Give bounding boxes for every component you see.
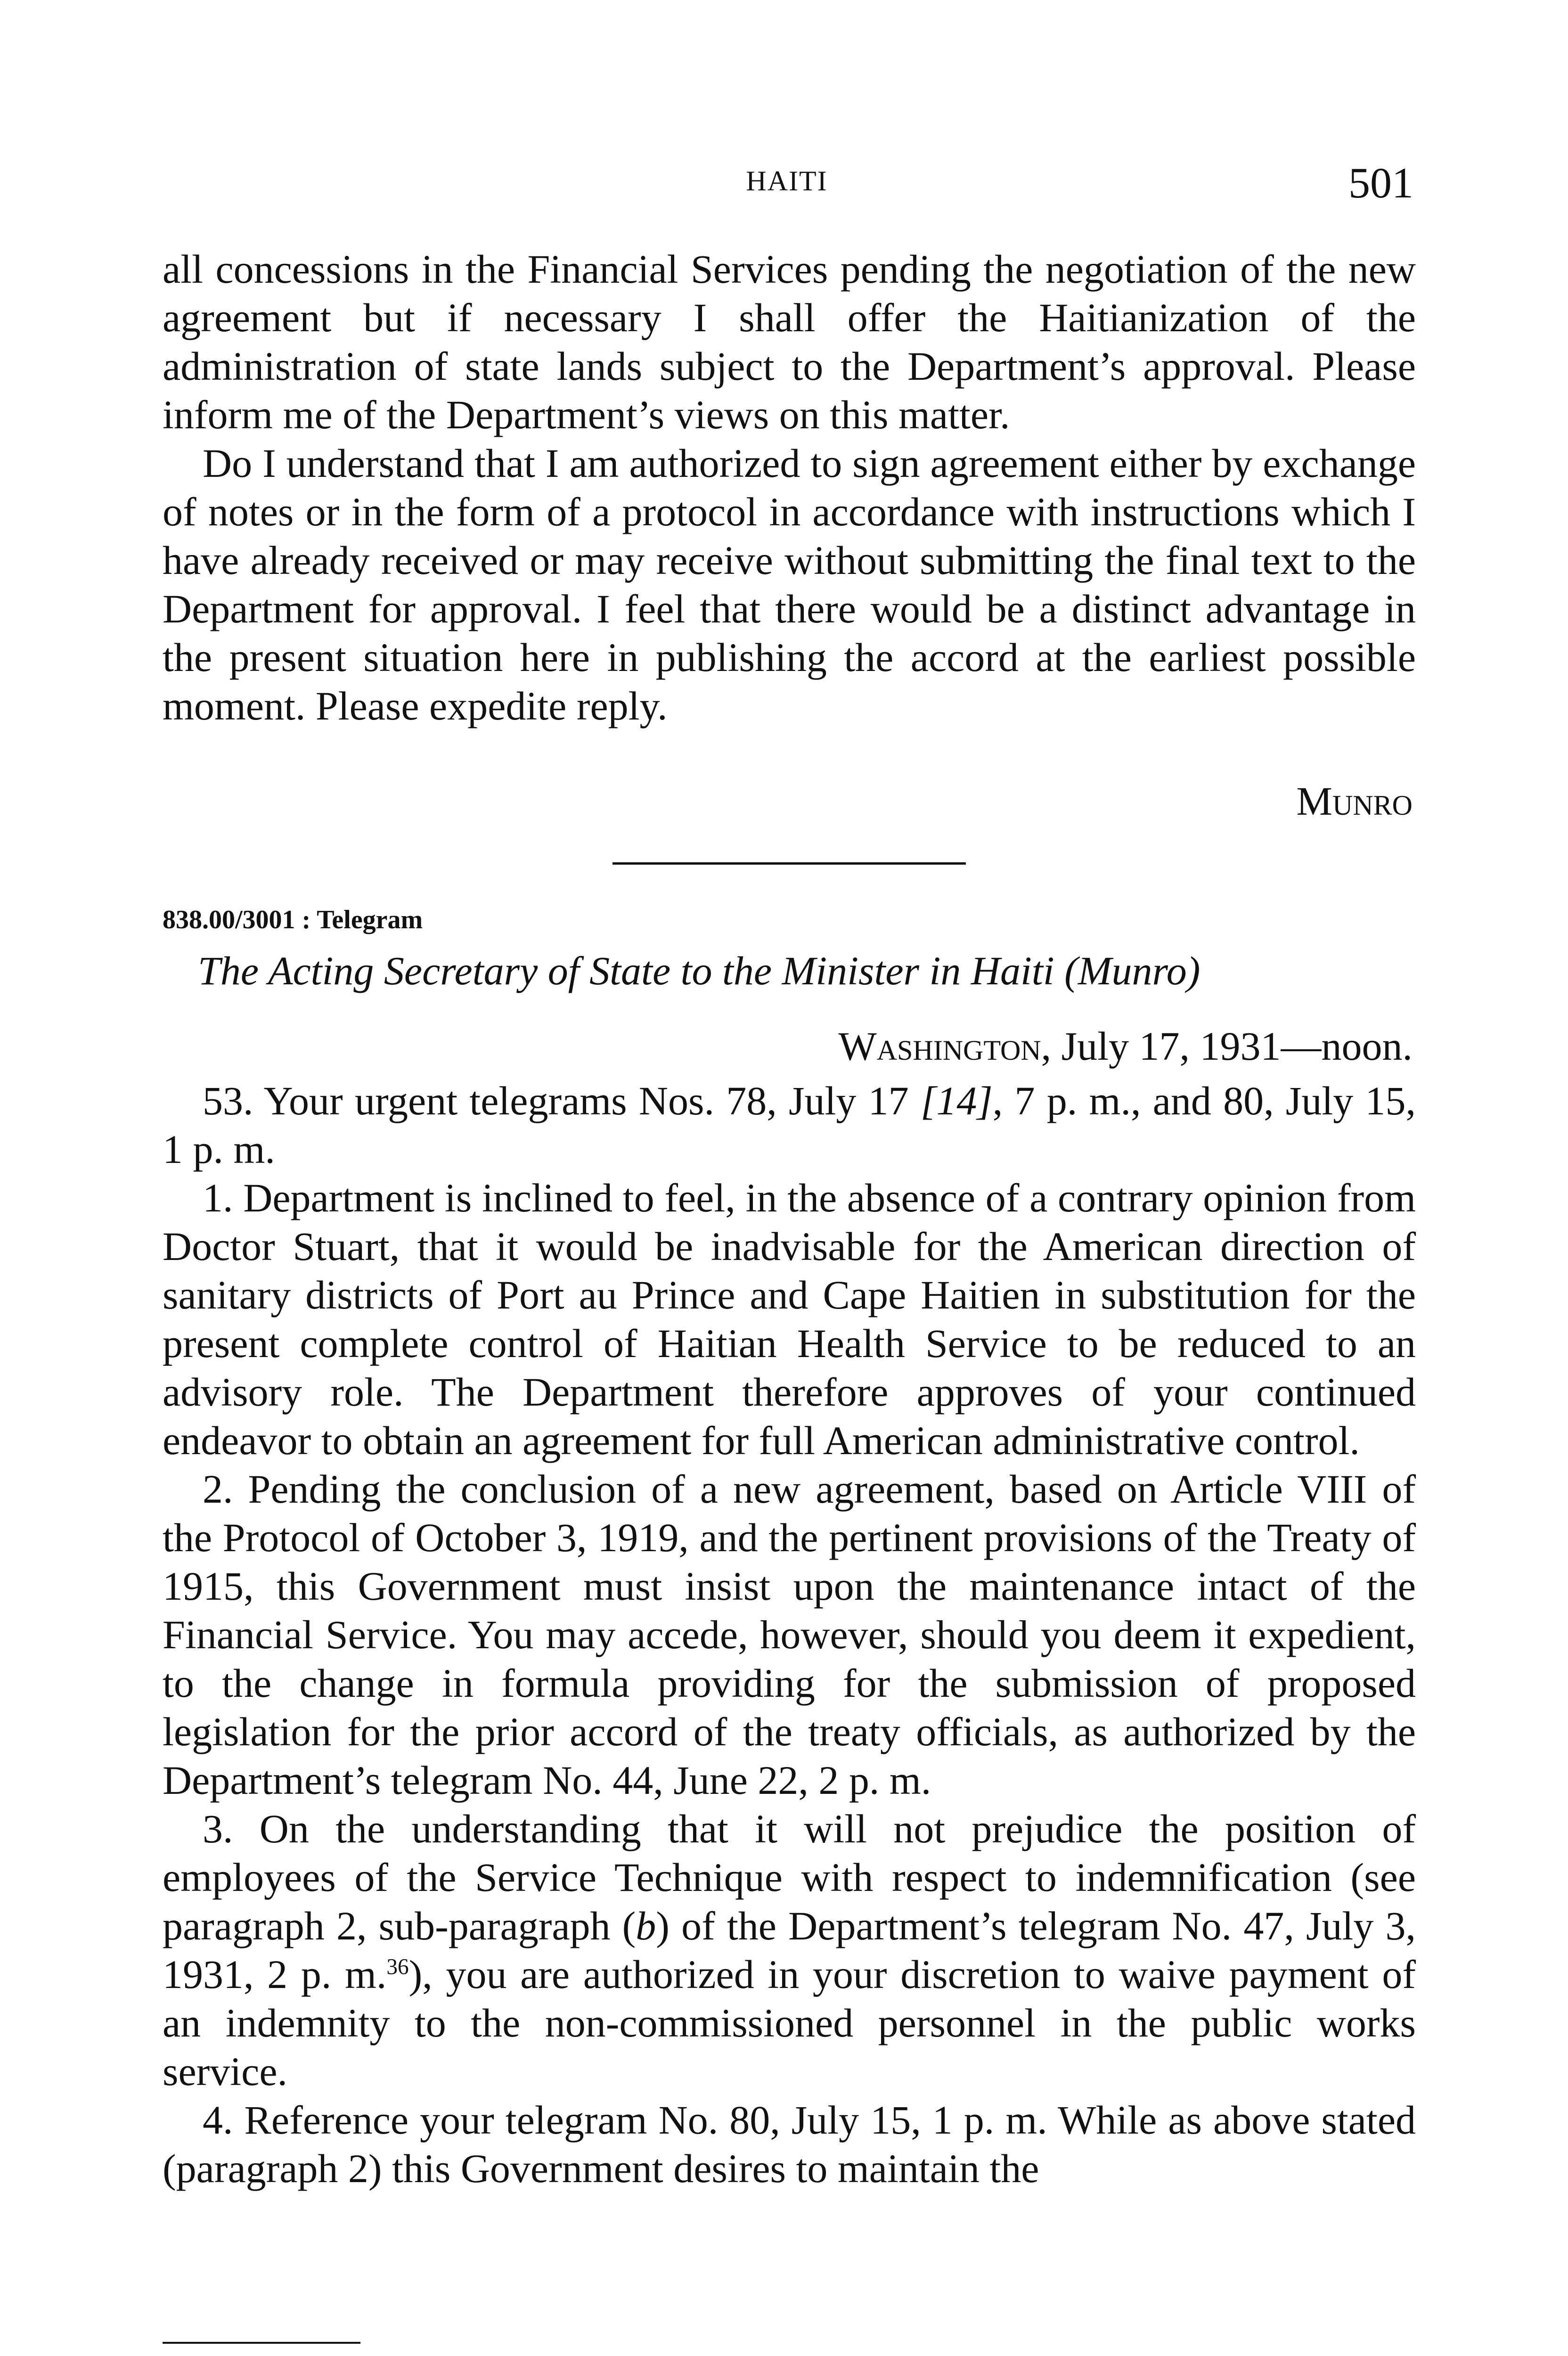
footnote-reference: 36	[386, 1955, 409, 1980]
paragraph-4: 4. Reference your telegram No. 80, July 15, 1 p. m. While as above stated (paragraph 2) this Government desires to maintain the	[163, 2097, 1416, 2191]
paragraph-3	[163, 1805, 1416, 2096]
subparagraph-letter: b	[636, 1903, 656, 1948]
paragraph-text: , 7 p. m., and 80, July 15, 1 p. m.	[163, 1078, 1416, 1172]
signature: Munro	[1296, 778, 1413, 824]
file-reference: 838.00/3001 : Telegram	[163, 905, 423, 934]
paragraph-53	[163, 1077, 1416, 1174]
page-number: 501	[1348, 159, 1413, 207]
paragraph-text: ) of the Department’s telegram No. 47, July 3, 1931, 2 p. m.	[163, 1903, 1416, 1997]
running-header-title: HAITI	[746, 165, 828, 196]
continuation-paragraph: all concessions in the Financial Services pending the negotiation of the new agreement but if necessary I shall offer the Haitianization of the administration of state lands subject to the Department’s approval. Please inform me of the Department’s views on this matter.	[163, 246, 1416, 437]
continuation-text	[163, 245, 1416, 730]
continuation-paragraph: Do I understand that I am authorized to sign agreement either by exchange of notes or in the form of a protocol in accordance with instructions which I have already received or may receive without submitting the final text to the Department for approval. I feel that there would be a distinct advantage in the present situation here in publishing the accord at the earliest possible moment. Please expedite reply.	[163, 441, 1416, 728]
bracket-insertion: [14]	[920, 1078, 993, 1123]
paragraph-text: 3. On the understanding that it will not prejudice the position of employees of the Service Technique with respect to indemnification (see paragraph 2, sub-paragraph (	[163, 1806, 1416, 1948]
paragraph-text: ), you are authorized in your discretion to waive payment of an indemnity to the non-commissioned personnel in the public works service.	[163, 1952, 1416, 2094]
dateline-date: July 17, 1931—noon.	[1051, 1023, 1413, 1069]
paragraph-text: 53. Your urgent telegrams Nos. 78, July 17	[203, 1078, 921, 1123]
telegram-body	[163, 1077, 1416, 2193]
section-divider	[612, 862, 966, 865]
dateline-place: Washington,	[838, 1023, 1052, 1069]
dateline	[839, 1023, 1413, 1070]
paragraph-2: 2. Pending the conclusion of a new agreement, based on Article VIII of the Protocol of October 3, 1919, and the pertinent provisions of the Treaty of 1915, this Government must insist upon the maintenance intact of the Financial Service. You may accede, however, should you deem it expedient, to the change in formula providing for the submission of proposed legislation for the prior accord of the treaty officials, as authorized by the Department’s telegram No. 44, June 22, 2 p. m.	[163, 1466, 1416, 1803]
paragraph-1: 1. Department is inclined to feel, in the absence of a contrary opinion from Doctor Stuart, that it would be inadvisable for the American direction of sanitary districts of Port au Prince and Cape Haitien in substitution for the present complete control of Haitian Health Service to be reduced to an advisory role. The Department therefore approves of your continued endeavor to obtain an agreement for full American administrative control.	[163, 1175, 1416, 1463]
footnote-divider	[163, 2342, 360, 2344]
document-title: The Acting Secretary of State to the Minister in Haiti (Munro)	[198, 948, 1200, 993]
